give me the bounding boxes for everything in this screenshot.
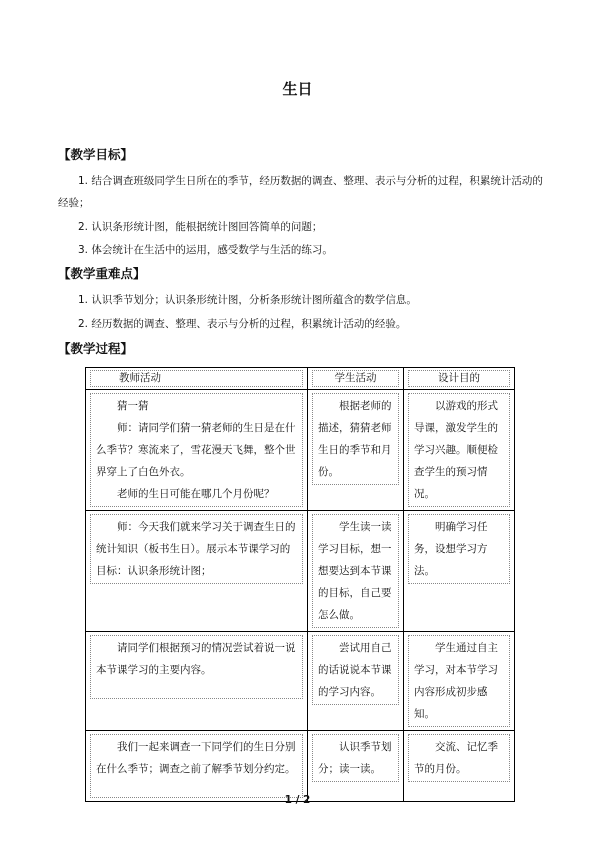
key-point-item-2: 2. 经历数据的调查、整理、表示与分析的过程，积累统计活动的经验。 (78, 318, 407, 330)
teacher-activity-text: 猜一猜 (117, 400, 149, 412)
lesson-plan-table (85, 367, 515, 802)
design-purpose-text: 学生通过自主学习，对本节学习内容形成初步感知。 (414, 642, 498, 720)
teacher-activity-text: 老师的生日可能在哪几个月份呢？ (117, 488, 275, 500)
section-heading-key-points: 【教学重难点】 (58, 266, 146, 281)
section-heading-process: 【教学过程】 (58, 341, 134, 356)
teacher-activity-text: 师：请同学们猜一猜老师的生日是在什么季节？寒流来了，雪花漫天飞舞，整个世界穿上了白色外衣。 (96, 422, 296, 478)
goal-item-3: 3. 体会统计在生活中的运用，感受数学与生活的练习。 (78, 244, 333, 256)
document-title: 生日 (282, 80, 313, 98)
table-row (86, 511, 515, 632)
student-activity-text: 认识季节划分；读一读。 (318, 741, 392, 775)
student-activity-text: 尝试用自己的话说说本节课的学习内容。 (318, 642, 392, 698)
table-row (86, 731, 515, 802)
page-number: 1 / 2 (284, 794, 311, 806)
student-activity-text: 根据老师的描述，猜猜老师生日的季节和月份。 (318, 400, 392, 478)
teacher-activity-text: 我们一起来调查一下同学们的生日分别在什么季节；调查之前了解季节划分约定。 (96, 741, 296, 775)
teacher-activity-text: 师：今天我们就来学习关于调查生日的统计知识（板书生日）。展示本节课学习的目标：认识条形统计图； (96, 521, 296, 577)
header-student-activity: 学生活动 (312, 370, 399, 387)
student-activity-text: 学生读一读学习目标，想一想要达到本节课的目标，自己要怎么做。 (318, 521, 392, 621)
goal-item-1: 1. 结合调查班级同学生日所在的季节，经历数据的调查、整理、表示与分析的过程，积累统计活动的经验； (58, 175, 543, 209)
design-purpose-text: 交流、记忆季节的月份。 (414, 741, 498, 775)
table-row (86, 390, 515, 511)
teacher-activity-text: 请同学们根据预习的情况尝试着说一说本节课学习的主要内容。 (96, 642, 296, 676)
design-purpose-text: 以游戏的形式导课，激发学生的学习兴趣。顺便检查学生的预习情况。 (414, 400, 498, 500)
table-header-row (86, 368, 515, 390)
key-point-item-1: 1. 认识季节划分；认识条形统计图，分析条形统计图所蕴含的数学信息。 (78, 294, 417, 306)
header-design-purpose: 设计目的 (408, 370, 510, 387)
table-row (86, 632, 515, 731)
header-teacher-activity: 教师活动 (90, 370, 303, 387)
design-purpose-text: 明确学习任务，设想学习方法。 (414, 521, 488, 577)
section-heading-goals: 【教学目标】 (58, 147, 134, 162)
goal-item-2: 2. 认识条形统计图，能根据统计图回答简单的问题； (78, 221, 323, 233)
